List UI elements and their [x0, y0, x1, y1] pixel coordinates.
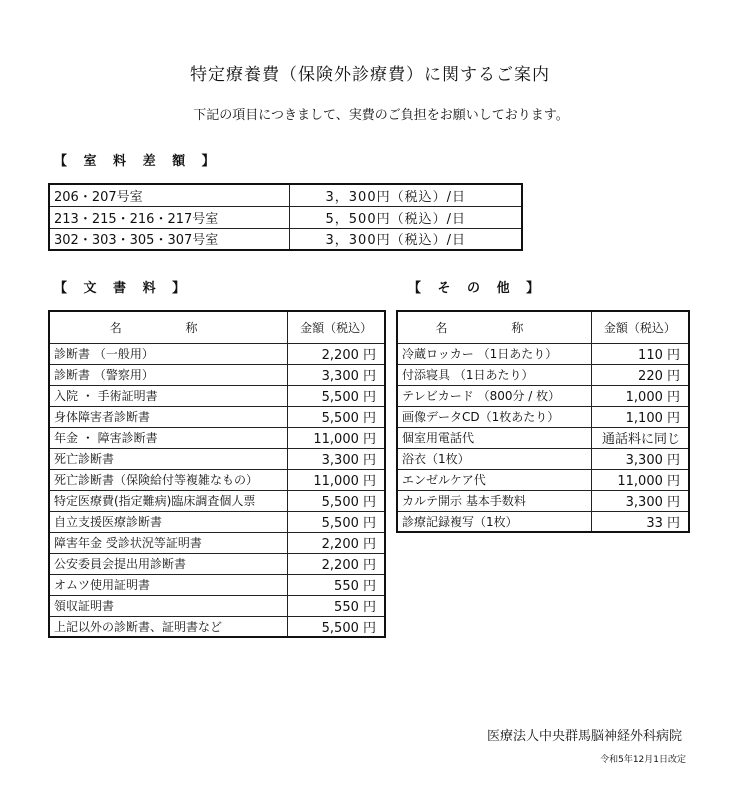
table-row [49, 574, 385, 595]
column-header-price: 金額（税込） [591, 311, 689, 343]
other-section-heading: 【 そ の 他 】 [408, 281, 546, 296]
table-row [49, 553, 385, 574]
document-fee-table [48, 310, 386, 638]
row-price-cell: 5,500 円 [288, 616, 385, 637]
row-price-cell: 2,200 円 [288, 553, 385, 574]
row-name-cell: 診断書 （警察用） [49, 364, 288, 385]
row-price-cell: 11,000 円 [288, 427, 385, 448]
table-row [397, 469, 689, 490]
row-price-cell: 5,500 円 [288, 511, 385, 532]
table-row [49, 228, 522, 250]
row-name-cell: 付添寝具 （1日あたり） [397, 364, 591, 385]
row-name-cell: 診療記録複写（1枚） [397, 511, 591, 532]
row-price-cell: 1,100 円 [591, 406, 689, 427]
table-row [49, 406, 385, 427]
column-header-name: 名 称 [49, 311, 288, 343]
document-section-heading: 【 文 書 料 】 [54, 281, 192, 296]
row-name-cell: 206・207号室 [49, 184, 289, 206]
table-row [49, 511, 385, 532]
row-name-cell: 個室用電話代 [397, 427, 591, 448]
revision-date: 令和5年12月1日改定 [600, 755, 686, 765]
row-name-cell: 自立支援医療診断書 [49, 511, 288, 532]
table-row [397, 343, 689, 364]
row-price-cell: 通話料に同じ [591, 427, 689, 448]
row-price-cell: 550 円 [288, 595, 385, 616]
table-row [49, 595, 385, 616]
row-name-cell: 上記以外の診断書、証明書など [49, 616, 288, 637]
table-row [49, 364, 385, 385]
table-row [49, 448, 385, 469]
row-name-cell: 冷蔵ロッカー （1日あたり） [397, 343, 591, 364]
table-row [49, 616, 385, 637]
table-row [397, 364, 689, 385]
table-row [49, 427, 385, 448]
row-name-cell: 領収証明書 [49, 595, 288, 616]
table-row [397, 490, 689, 511]
row-name-cell: 診断書 （一般用） [49, 343, 288, 364]
row-name-cell: 特定医療費(指定難病)臨床調査個人票 [49, 490, 288, 511]
row-price-cell: 3,300 円 [288, 364, 385, 385]
row-price-cell: 3，300円（税込）/日 [289, 228, 522, 250]
row-price-cell: 5,500 円 [288, 385, 385, 406]
page-subtitle: 下記の項目につきまして、実費のご負担をお願いしております。 [193, 108, 569, 123]
column-header-name: 名 称 [397, 311, 591, 343]
row-price-cell: 5,500 円 [288, 490, 385, 511]
row-price-cell: 2,200 円 [288, 532, 385, 553]
row-price-cell: 5，500円（税込）/日 [289, 206, 522, 228]
row-price-cell: 2,200 円 [288, 343, 385, 364]
row-name-cell: 公安委員会提出用診断書 [49, 553, 288, 574]
table-row [397, 511, 689, 532]
room-fee-table [48, 183, 523, 251]
table-row [397, 427, 689, 448]
row-price-cell: 11,000 円 [591, 469, 689, 490]
row-name-cell: 213・215・216・217号室 [49, 206, 289, 228]
row-price-cell: 3,300 円 [591, 448, 689, 469]
column-header-price: 金額（税込） [288, 311, 385, 343]
table-row [49, 532, 385, 553]
row-price-cell: 1,000 円 [591, 385, 689, 406]
table-row [397, 385, 689, 406]
row-name-cell: 浴衣（1枚） [397, 448, 591, 469]
row-name-cell: 障害年金 受診状況等証明書 [49, 532, 288, 553]
row-price-cell: 220 円 [591, 364, 689, 385]
table-header-row [397, 311, 689, 343]
table-row [49, 343, 385, 364]
room-section-heading: 【 室 料 差 額 】 [54, 154, 221, 169]
page-title: 特定療養費（保険外診療費）に関するご案内 [190, 65, 550, 85]
row-name-cell: カルテ開示 基本手数料 [397, 490, 591, 511]
row-price-cell: 3,300 円 [288, 448, 385, 469]
table-row [49, 206, 522, 228]
row-name-cell: 302・303・305・307号室 [49, 228, 289, 250]
row-name-cell: 死亡診断書 [49, 448, 288, 469]
other-fee-table [396, 310, 690, 533]
row-name-cell: オムツ使用証明書 [49, 574, 288, 595]
row-name-cell: 身体障害者診断書 [49, 406, 288, 427]
table-row [49, 469, 385, 490]
row-name-cell: エンゼルケア代 [397, 469, 591, 490]
hospital-name: 医療法人中央群馬脳神経外科病院 [486, 729, 682, 744]
row-price-cell: 3,300 円 [591, 490, 689, 511]
row-price-cell: 110 円 [591, 343, 689, 364]
table-row [397, 448, 689, 469]
row-price-cell: 33 円 [591, 511, 689, 532]
row-name-cell: 入院 ・ 手術証明書 [49, 385, 288, 406]
table-row [49, 490, 385, 511]
table-row [49, 385, 385, 406]
table-row [397, 406, 689, 427]
row-price-cell: 550 円 [288, 574, 385, 595]
row-name-cell: 年金 ・ 障害診断書 [49, 427, 288, 448]
row-name-cell: 画像データCD（1枚あたり） [397, 406, 591, 427]
table-header-row [49, 311, 385, 343]
row-name-cell: 死亡診断書（保険給付等複雑なもの） [49, 469, 288, 490]
row-price-cell: 11,000 円 [288, 469, 385, 490]
table-row [49, 184, 522, 206]
row-price-cell: 5,500 円 [288, 406, 385, 427]
row-price-cell: 3，300円（税込）/日 [289, 184, 522, 206]
row-name-cell: テレビカード （800分 / 枚） [397, 385, 591, 406]
